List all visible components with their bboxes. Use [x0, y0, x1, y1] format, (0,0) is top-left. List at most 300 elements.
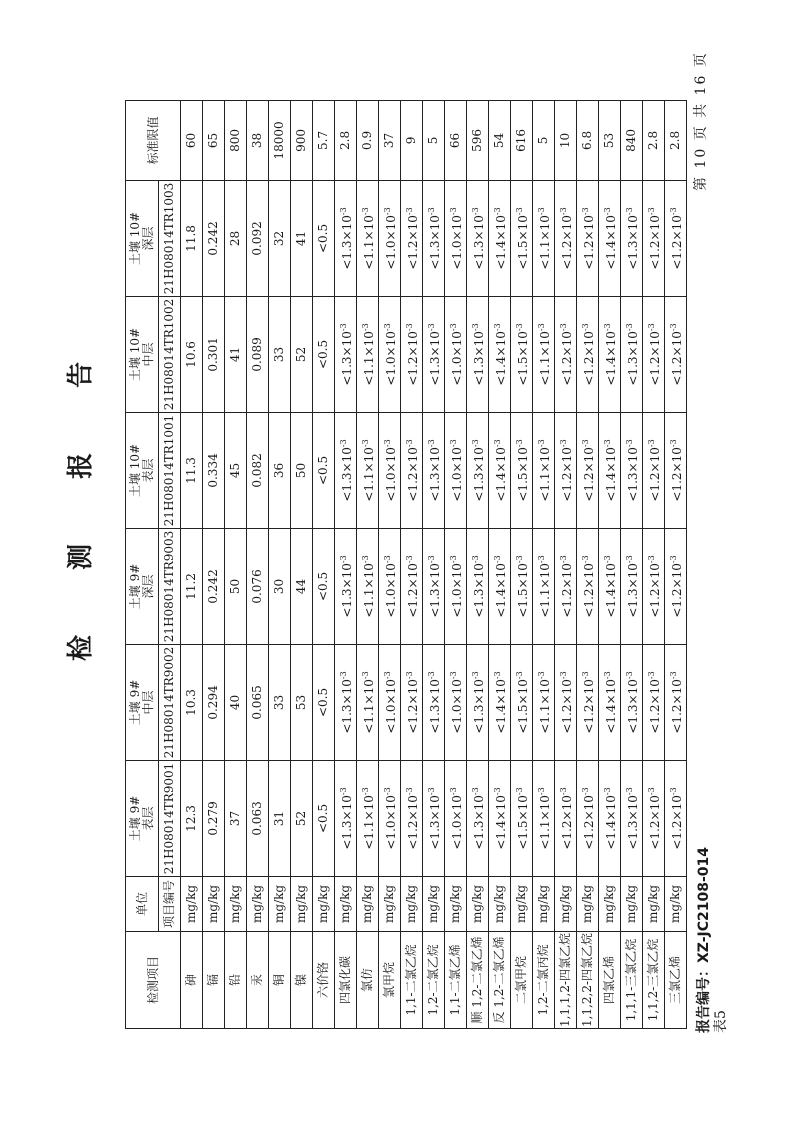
exponent: -3: [537, 555, 546, 564]
exponent: -3: [559, 555, 568, 564]
value-cell: $<1.4\times 10^{-3}$: [599, 296, 621, 412]
unit-cell: mg/kg: [291, 876, 313, 931]
exponent: -3: [361, 323, 370, 332]
value-cell: $<1.2\times 10^{-3}$: [643, 528, 665, 644]
value-cell: <0.5: [313, 644, 335, 760]
exponent: -3: [559, 439, 568, 448]
exponent: -3: [361, 439, 370, 448]
header-limit: 标准限值: [126, 100, 181, 180]
limit-cell: 2.8: [643, 100, 665, 180]
unit-cell: mg/kg: [379, 876, 401, 931]
limit-cell: 54: [489, 100, 511, 180]
exponent: -3: [339, 555, 348, 564]
exponent: -3: [427, 671, 436, 680]
value-cell: $<1.0\times 10^{-3}$: [379, 760, 401, 876]
table-row: [489, 100, 511, 1028]
value-cell: $<1.3\times 10^{-3}$: [467, 644, 489, 760]
limit-cell: 18000: [269, 100, 291, 180]
value-cell: 30: [269, 528, 291, 644]
exponent: -3: [361, 207, 370, 216]
exponent: -3: [581, 207, 590, 216]
exponent: -3: [625, 439, 634, 448]
value-cell: 50: [291, 412, 313, 528]
exponent: -3: [471, 323, 480, 332]
item-cell: 反 1,2-二氯乙烯: [489, 931, 511, 1028]
exponent: -3: [603, 323, 612, 332]
exponent: -3: [449, 323, 458, 332]
value-cell: $<1.1\times 10^{-3}$: [357, 180, 379, 296]
sample-code: 21H08014TR1002: [159, 296, 181, 412]
value-cell: $<1.0\times 10^{-3}$: [445, 412, 467, 528]
limit-cell: 2.8: [335, 100, 357, 180]
value-cell: $<1.3\times 10^{-3}$: [621, 180, 643, 296]
limit-cell: 65: [203, 100, 225, 180]
table-row: [533, 100, 555, 1028]
table-row: [599, 100, 621, 1028]
item-cell: 1,1,2,2-四氯乙烷: [577, 931, 599, 1028]
value-cell: $<1.3\times 10^{-3}$: [621, 296, 643, 412]
exponent: -3: [515, 787, 524, 796]
limit-cell: 6.8: [577, 100, 599, 180]
table-row: [225, 100, 247, 1028]
exponent: -3: [361, 671, 370, 680]
item-cell: 三氯乙烯: [665, 931, 687, 1028]
value-cell: $<1.0\times 10^{-3}$: [445, 644, 467, 760]
value-cell: <0.5: [313, 296, 335, 412]
exponent: -3: [515, 207, 524, 216]
value-cell: $<1.2\times 10^{-3}$: [577, 412, 599, 528]
exponent: -3: [493, 439, 502, 448]
value-cell: 37: [225, 760, 247, 876]
value-cell: $<1.3\times 10^{-3}$: [335, 644, 357, 760]
value-cell: 33: [269, 644, 291, 760]
value-cell: $<1.2\times 10^{-3}$: [555, 644, 577, 760]
value-cell: $<1.0\times 10^{-3}$: [379, 296, 401, 412]
value-cell: <0.5: [313, 528, 335, 644]
unit-cell: mg/kg: [269, 876, 291, 931]
limit-cell: 66: [445, 100, 467, 180]
exponent: -3: [427, 555, 436, 564]
sample-header: 土壤 10# 表层: [126, 412, 159, 528]
limit-cell: 616: [511, 100, 533, 180]
value-cell: $<1.2\times 10^{-3}$: [555, 296, 577, 412]
exponent: -3: [405, 207, 414, 216]
value-cell: $<1.2\times 10^{-3}$: [665, 180, 687, 296]
sample-header: 土壤 9# 中层: [126, 644, 159, 760]
value-cell: $<1.2\times 10^{-3}$: [555, 412, 577, 528]
exponent: -3: [559, 787, 568, 796]
exponent: -3: [515, 439, 524, 448]
page-title: 检 测 报 告: [66, 333, 96, 661]
limit-cell: 800: [225, 100, 247, 180]
exponent: -3: [493, 787, 502, 796]
exponent: -3: [559, 207, 568, 216]
exponent: -3: [647, 787, 656, 796]
value-cell: $<1.3\times 10^{-3}$: [621, 760, 643, 876]
value-cell: $<1.1\times 10^{-3}$: [533, 180, 555, 296]
limit-cell: 5: [423, 100, 445, 180]
value-cell: $<1.3\times 10^{-3}$: [335, 412, 357, 528]
table-label: 表5: [713, 1010, 729, 1033]
unit-cell: mg/kg: [599, 876, 621, 931]
value-cell: 0.065: [247, 644, 269, 760]
value-cell: 45: [225, 412, 247, 528]
value-cell: $<1.0\times 10^{-3}$: [445, 528, 467, 644]
value-cell: $<1.2\times 10^{-3}$: [555, 528, 577, 644]
value-cell: $<1.3\times 10^{-3}$: [335, 180, 357, 296]
value-cell: 28: [225, 180, 247, 296]
unit-cell: mg/kg: [643, 876, 665, 931]
unit-cell: mg/kg: [203, 876, 225, 931]
exponent: -3: [581, 439, 590, 448]
limit-cell: 37: [379, 100, 401, 180]
exponent: -3: [449, 555, 458, 564]
value-cell: 11.2: [181, 528, 203, 644]
limit-cell: 5: [533, 100, 555, 180]
value-cell: $<1.1\times 10^{-3}$: [533, 528, 555, 644]
value-cell: $<1.2\times 10^{-3}$: [401, 644, 423, 760]
limit-cell: 900: [291, 100, 313, 180]
exponent: -3: [647, 671, 656, 680]
item-cell: 二氯甲烷: [511, 931, 533, 1028]
header-unit: 单位: [126, 876, 159, 931]
table-row: [313, 100, 335, 1028]
exponent: -3: [427, 439, 436, 448]
unit-cell: mg/kg: [225, 876, 247, 931]
sample-code: 21H08014TR9001: [159, 760, 181, 876]
item-cell: 1,2-二氯丙烷: [533, 931, 555, 1028]
value-cell: $<1.0\times 10^{-3}$: [445, 760, 467, 876]
value-cell: $<1.4\times 10^{-3}$: [489, 412, 511, 528]
item-cell: 四氯化碳: [335, 931, 357, 1028]
value-cell: 0.089: [247, 296, 269, 412]
value-cell: $<1.3\times 10^{-3}$: [423, 644, 445, 760]
value-cell: $<1.3\times 10^{-3}$: [467, 412, 489, 528]
value-cell: <0.5: [313, 412, 335, 528]
exponent: -3: [603, 787, 612, 796]
value-cell: $<1.1\times 10^{-3}$: [533, 412, 555, 528]
value-cell: $<1.2\times 10^{-3}$: [665, 296, 687, 412]
table-row: [401, 100, 423, 1028]
exponent: -3: [427, 323, 436, 332]
value-cell: $<1.5\times 10^{-3}$: [511, 644, 533, 760]
exponent: -3: [581, 787, 590, 796]
item-cell: 砷: [181, 931, 203, 1028]
value-cell: $<1.2\times 10^{-3}$: [577, 296, 599, 412]
sample-header: 土壤 10# 深层: [126, 180, 159, 296]
exponent: -3: [669, 671, 678, 680]
table-row: [379, 100, 401, 1028]
unit-cell: mg/kg: [577, 876, 599, 931]
exponent: -3: [625, 787, 634, 796]
unit-cell: mg/kg: [335, 876, 357, 931]
exponent: -3: [405, 787, 414, 796]
unit-cell: mg/kg: [247, 876, 269, 931]
item-cell: 镉: [203, 931, 225, 1028]
value-cell: $<1.1\times 10^{-3}$: [357, 644, 379, 760]
unit-cell: mg/kg: [423, 876, 445, 931]
exponent: -3: [427, 207, 436, 216]
value-cell: 0.334: [203, 412, 225, 528]
item-cell: 1,1-二氯乙烯: [445, 931, 467, 1028]
item-cell: 氯甲烷: [379, 931, 401, 1028]
exponent: -3: [427, 787, 436, 796]
exponent: -3: [603, 555, 612, 564]
value-cell: 11.3: [181, 412, 203, 528]
value-cell: $<1.2\times 10^{-3}$: [643, 412, 665, 528]
exponent: -3: [449, 439, 458, 448]
exponent: -3: [383, 671, 392, 680]
item-cell: 汞: [247, 931, 269, 1028]
item-cell: 1,1-二氯乙烷: [401, 931, 423, 1028]
unit-cell: mg/kg: [533, 876, 555, 931]
value-cell: 11.8: [181, 180, 203, 296]
limit-cell: 5.7: [313, 100, 335, 180]
table-row: [445, 100, 467, 1028]
exponent: -3: [603, 207, 612, 216]
value-cell: 31: [269, 760, 291, 876]
exponent: -3: [625, 323, 634, 332]
value-cell: $<1.1\times 10^{-3}$: [357, 760, 379, 876]
value-cell: <0.5: [313, 180, 335, 296]
header-item: 检测项目: [126, 931, 181, 1028]
value-cell: $<1.0\times 10^{-3}$: [445, 296, 467, 412]
limit-cell: 596: [467, 100, 489, 180]
value-cell: $<1.2\times 10^{-3}$: [577, 760, 599, 876]
unit-cell: mg/kg: [445, 876, 467, 931]
exponent: -3: [537, 671, 546, 680]
value-cell: 52: [291, 296, 313, 412]
exponent: -3: [669, 323, 678, 332]
value-cell: $<1.1\times 10^{-3}$: [357, 296, 379, 412]
exponent: -3: [625, 555, 634, 564]
value-cell: 41: [225, 296, 247, 412]
value-cell: $<1.3\times 10^{-3}$: [423, 296, 445, 412]
limit-cell: 38: [247, 100, 269, 180]
value-cell: $<1.2\times 10^{-3}$: [665, 644, 687, 760]
exponent: -3: [405, 323, 414, 332]
table-row: [511, 100, 533, 1028]
item-cell: 六价铬: [313, 931, 335, 1028]
value-cell: $<1.0\times 10^{-3}$: [379, 644, 401, 760]
unit-cell: mg/kg: [357, 876, 379, 931]
page-number: 第 10 页 共 16 页: [693, 51, 709, 191]
limit-cell: 0.9: [357, 100, 379, 180]
value-cell: $<1.3\times 10^{-3}$: [423, 760, 445, 876]
value-cell: $<1.3\times 10^{-3}$: [335, 296, 357, 412]
value-cell: 0.082: [247, 412, 269, 528]
value-cell: $<1.3\times 10^{-3}$: [335, 760, 357, 876]
exponent: -3: [625, 207, 634, 216]
value-cell: $<1.2\times 10^{-3}$: [555, 760, 577, 876]
value-cell: $<1.5\times 10^{-3}$: [511, 412, 533, 528]
value-cell: 40: [225, 644, 247, 760]
value-cell: $<1.2\times 10^{-3}$: [577, 644, 599, 760]
exponent: -3: [339, 323, 348, 332]
value-cell: $<1.5\times 10^{-3}$: [511, 528, 533, 644]
exponent: -3: [537, 787, 546, 796]
exponent: -3: [515, 323, 524, 332]
value-cell: $<1.2\times 10^{-3}$: [577, 180, 599, 296]
exponent: -3: [669, 439, 678, 448]
value-cell: $<1.4\times 10^{-3}$: [489, 296, 511, 412]
header-project-code: 项目编号: [159, 876, 181, 931]
value-cell: $<1.3\times 10^{-3}$: [335, 528, 357, 644]
exponent: -3: [405, 671, 414, 680]
value-cell: $<1.2\times 10^{-3}$: [643, 296, 665, 412]
value-cell: $<1.2\times 10^{-3}$: [665, 528, 687, 644]
report-code: 报告编号：XZ-JC2108-014: [696, 847, 712, 1033]
value-cell: <0.5: [313, 760, 335, 876]
exponent: -3: [449, 787, 458, 796]
table-row: [335, 100, 357, 1028]
unit-cell: mg/kg: [401, 876, 423, 931]
exponent: -3: [603, 671, 612, 680]
unit-cell: mg/kg: [489, 876, 511, 931]
unit-cell: mg/kg: [555, 876, 577, 931]
value-cell: 10.3: [181, 644, 203, 760]
value-cell: 53: [291, 644, 313, 760]
value-cell: $<1.0\times 10^{-3}$: [379, 180, 401, 296]
exponent: -3: [471, 439, 480, 448]
exponent: -3: [669, 207, 678, 216]
table-row: [621, 100, 643, 1028]
exponent: -3: [581, 671, 590, 680]
item-cell: 镍: [291, 931, 313, 1028]
table-row: [665, 100, 687, 1028]
value-cell: $<1.4\times 10^{-3}$: [599, 180, 621, 296]
value-cell: $<1.2\times 10^{-3}$: [577, 528, 599, 644]
value-cell: $<1.2\times 10^{-3}$: [401, 760, 423, 876]
value-cell: 10.6: [181, 296, 203, 412]
value-cell: $<1.2\times 10^{-3}$: [643, 644, 665, 760]
exponent: -3: [515, 671, 524, 680]
value-cell: 50: [225, 528, 247, 644]
sample-code: 21H08014TR9002: [159, 644, 181, 760]
exponent: -3: [339, 787, 348, 796]
exponent: -3: [339, 439, 348, 448]
table-row: [247, 100, 269, 1028]
value-cell: $<1.3\times 10^{-3}$: [467, 296, 489, 412]
value-cell: 52: [291, 760, 313, 876]
value-cell: $<1.3\times 10^{-3}$: [423, 412, 445, 528]
value-cell: $<1.4\times 10^{-3}$: [489, 180, 511, 296]
sample-code: 21H08014TR9003: [159, 528, 181, 644]
value-cell: 0.063: [247, 760, 269, 876]
value-cell: $<1.3\times 10^{-3}$: [621, 528, 643, 644]
value-cell: $<1.5\times 10^{-3}$: [511, 760, 533, 876]
exponent: -3: [339, 671, 348, 680]
value-cell: $<1.2\times 10^{-3}$: [401, 296, 423, 412]
exponent: -3: [361, 555, 370, 564]
table-row: [643, 100, 665, 1028]
exponent: -3: [647, 207, 656, 216]
value-cell: $<1.1\times 10^{-3}$: [357, 412, 379, 528]
limit-cell: 10: [555, 100, 577, 180]
item-cell: 铅: [225, 931, 247, 1028]
value-cell: $<1.2\times 10^{-3}$: [401, 180, 423, 296]
exponent: -3: [383, 323, 392, 332]
exponent: -3: [647, 439, 656, 448]
limit-cell: 2.8: [665, 100, 687, 180]
sample-header: 土壤 9# 表层: [126, 760, 159, 876]
exponent: -3: [581, 323, 590, 332]
exponent: -3: [537, 207, 546, 216]
exponent: -3: [405, 439, 414, 448]
value-cell: $<1.4\times 10^{-3}$: [599, 528, 621, 644]
value-cell: $<1.1\times 10^{-3}$: [533, 296, 555, 412]
limit-cell: 60: [181, 100, 203, 180]
value-cell: 33: [269, 296, 291, 412]
value-cell: $<1.1\times 10^{-3}$: [533, 760, 555, 876]
table-row: [467, 100, 489, 1028]
value-cell: $<1.3\times 10^{-3}$: [467, 528, 489, 644]
results-table: [125, 100, 687, 1029]
value-cell: 32: [269, 180, 291, 296]
unit-cell: mg/kg: [665, 876, 687, 931]
exponent: -3: [361, 787, 370, 796]
exponent: -3: [647, 323, 656, 332]
exponent: -3: [405, 555, 414, 564]
exponent: -3: [471, 671, 480, 680]
exponent: -3: [383, 787, 392, 796]
value-cell: $<1.3\times 10^{-3}$: [467, 180, 489, 296]
exponent: -3: [559, 671, 568, 680]
item-cell: 1,1,2-三氯乙烷: [643, 931, 665, 1028]
item-cell: 1,1,1-三氯乙烷: [621, 931, 643, 1028]
limit-cell: 840: [621, 100, 643, 180]
value-cell: $<1.4\times 10^{-3}$: [599, 644, 621, 760]
unit-cell: mg/kg: [621, 876, 643, 931]
exponent: -3: [471, 555, 480, 564]
sample-code: 21H08014TR1003: [159, 180, 181, 296]
value-cell: $<1.5\times 10^{-3}$: [511, 296, 533, 412]
table-row: [181, 100, 203, 1028]
value-cell: $<1.0\times 10^{-3}$: [379, 412, 401, 528]
value-cell: $<1.4\times 10^{-3}$: [489, 760, 511, 876]
value-cell: 0.242: [203, 180, 225, 296]
exponent: -3: [669, 555, 678, 564]
exponent: -3: [471, 787, 480, 796]
value-cell: $<1.2\times 10^{-3}$: [665, 412, 687, 528]
exponent: -3: [537, 439, 546, 448]
exponent: -3: [449, 207, 458, 216]
item-cell: 铜: [269, 931, 291, 1028]
value-cell: $<1.1\times 10^{-3}$: [357, 528, 379, 644]
value-cell: 12.3: [181, 760, 203, 876]
unit-cell: mg/kg: [511, 876, 533, 931]
item-cell: 1,2-二氯乙烷: [423, 931, 445, 1028]
value-cell: $<1.4\times 10^{-3}$: [489, 528, 511, 644]
value-cell: 0.092: [247, 180, 269, 296]
exponent: -3: [383, 207, 392, 216]
value-cell: $<1.2\times 10^{-3}$: [643, 180, 665, 296]
value-cell: $<1.3\times 10^{-3}$: [423, 180, 445, 296]
value-cell: $<1.3\times 10^{-3}$: [621, 644, 643, 760]
value-cell: $<1.0\times 10^{-3}$: [379, 528, 401, 644]
value-cell: $<1.2\times 10^{-3}$: [401, 528, 423, 644]
value-cell: 0.301: [203, 296, 225, 412]
exponent: -3: [471, 207, 480, 216]
value-cell: $<1.3\times 10^{-3}$: [423, 528, 445, 644]
item-cell: 氯仿: [357, 931, 379, 1028]
table-row: [555, 100, 577, 1028]
sample-header: 土壤 10# 中层: [126, 296, 159, 412]
exponent: -3: [493, 555, 502, 564]
table-row: [423, 100, 445, 1028]
value-cell: $<1.4\times 10^{-3}$: [599, 760, 621, 876]
exponent: -3: [669, 787, 678, 796]
